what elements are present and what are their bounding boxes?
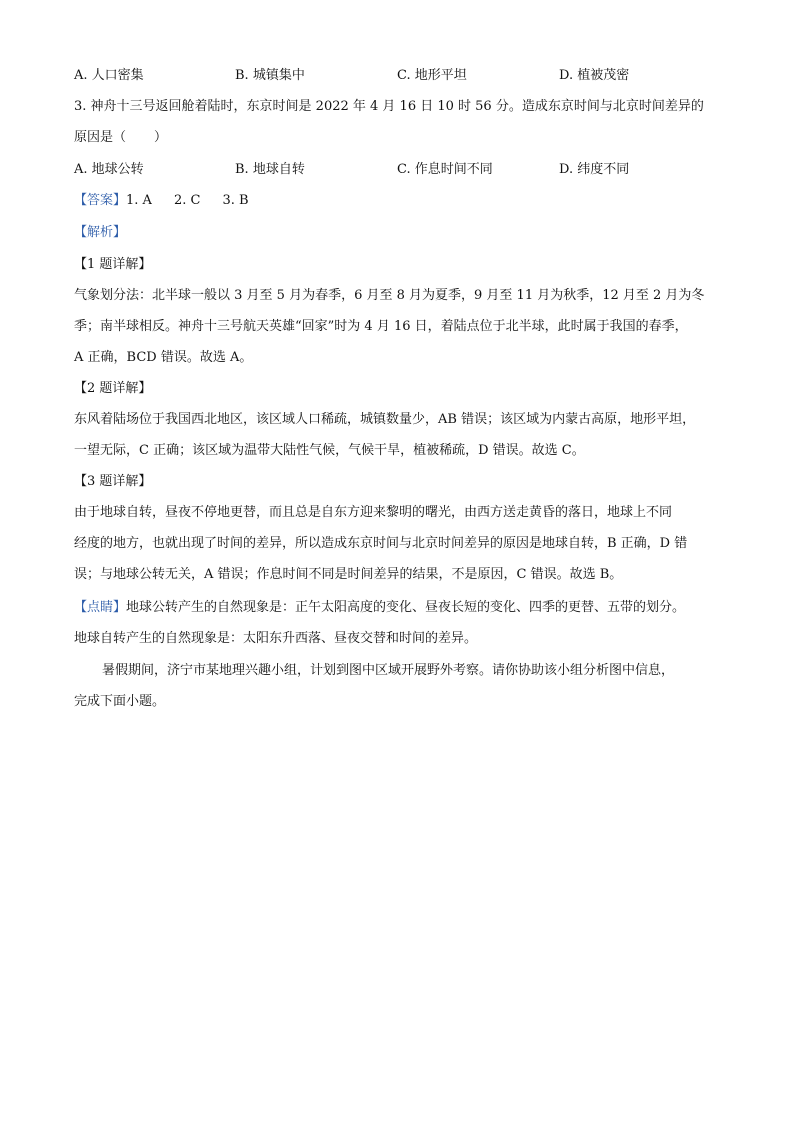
answer-item-2: 2. C (173, 193, 201, 208)
detail-2-heading: 【2 题详解】 (74, 381, 152, 396)
detail-1-heading: 【1 题详解】 (74, 257, 152, 272)
answer-line (74, 192, 724, 210)
detail-2-line-1: 东风着陆场位于我国西北地区，该区域人口稀疏，城镇数量少，AB 错误；该区域为内蒙古高原，地形平坦， (74, 412, 696, 427)
detail-1-line-3: A 正确，BCD 错误。故选 A。 (74, 350, 253, 365)
next-intro-line-1: 暑假期间，济宁市某地理兴趣小组，计划到图中区域开展野外考察。请你协助该小组分析图中信息， (102, 663, 675, 678)
q3-option-b: B. 地球自转 (235, 162, 305, 177)
answer-item-3: 3. B (222, 193, 249, 208)
tip-label: 【点睛】 (74, 600, 127, 615)
next-intro-line-2: 完成下面小题。 (74, 694, 166, 709)
q3-stem-prefix: 原因是（ (74, 130, 127, 145)
detail-3-line-1: 由于地球自转，昼夜不停地更替，而且总是自东方迎来黎明的曙光，由西方送走黄昏的落日，地球上不同 (74, 505, 673, 520)
detail-3-line-2: 经度的地方，也就出现了时间的差异，所以造成东京时间与北京时间差异的原因是地球自转，B 正确，D 错 (74, 536, 688, 551)
answer-label: 【答案】 (74, 193, 127, 208)
q3-stem-suffix: ） (154, 130, 168, 145)
tip-line-2: 地球自转产生的自然现象是：太阳东升西落、昼夜交替和时间的差异。 (74, 631, 478, 646)
detail-3-line-3: 误；与地球公转无关，A 错误；作息时间不同是时间差异的结果，不是原因，C 错误。故选 B。 (74, 567, 623, 582)
q2-option-d: D. 植被茂密 (559, 68, 630, 83)
q3-option-c: C. 作息时间不同 (397, 162, 493, 177)
tip-line-1 (74, 599, 724, 617)
q3-stem-line-2 (74, 129, 724, 147)
detail-3-heading: 【3 题详解】 (74, 474, 152, 489)
q2-option-c: C. 地形平坦 (397, 68, 467, 83)
q2-option-b: B. 城镇集中 (235, 68, 305, 83)
detail-2-line-2: 一望无际，C 正确；该区域为温带大陆性气候，气候干旱，植被稀疏，D 错误。故选 C。 (74, 443, 585, 458)
detail-1-line-2: 季；南半球相反。神舟十三号航天英雄“回家”时为 4 月 16 日，着陆点位于北半球，此时属于我国的春季， (74, 319, 688, 334)
analysis-label: 【解析】 (74, 225, 127, 240)
answer-item-1: 1. A (126, 193, 152, 208)
q3-option-d: D. 纬度不同 (559, 162, 630, 177)
q3-stem-line-1: 3. 神舟十三号返回舱着陆时，东京时间是 2022 年 4 月 16 日 10 时 56 分。造成东京时间与北京时间差异的 (74, 99, 704, 114)
q3-option-a: A. 地球公转 (74, 162, 144, 177)
tip-line-1-text: 地球公转产生的自然现象是：正午太阳高度的变化、昼夜长短的变化、四季的更替、五带的划分。 (126, 600, 686, 615)
q2-option-a: A. 人口密集 (74, 68, 144, 83)
detail-1-line-1: 气象划分法：北半球一般以 3 月至 5 月为春季，6 月至 8 月为夏季，9 月至 11 月为秋季，12 月至 2 月为冬 (74, 288, 705, 303)
